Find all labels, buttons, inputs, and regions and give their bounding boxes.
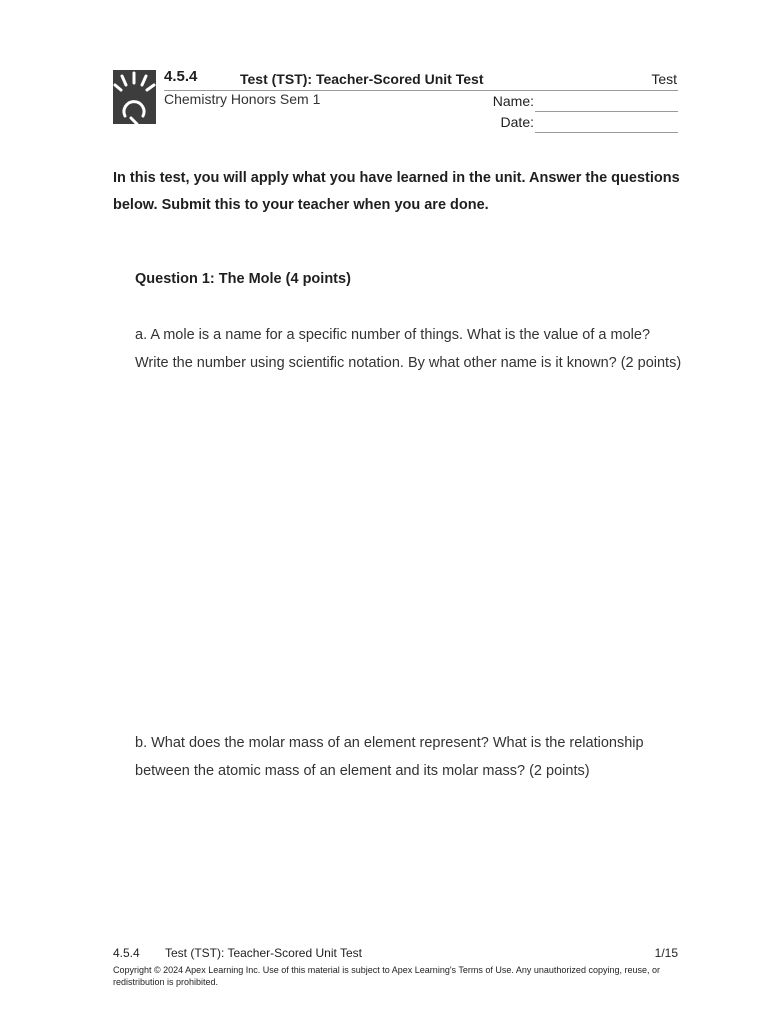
question-1b-text: b. What does the molar mass of an element represent? What is the relationship between the atomic mass of an element and its molar mass? (2 points) [135, 735, 644, 779]
apex-learning-logo-icon [113, 70, 156, 124]
question-1-heading: Question 1: The Mole (4 points) [135, 271, 351, 287]
date-field[interactable] [535, 132, 678, 133]
footer-lesson-number: 4.5.4 [113, 946, 140, 960]
course-name: Chemistry Honors Sem 1 [164, 91, 321, 107]
document-type: Test [651, 71, 677, 87]
page-number: 1/15 [654, 946, 678, 960]
footer-title: Test (TST): Teacher-Scored Unit Test [165, 946, 362, 960]
name-field[interactable] [535, 111, 678, 112]
question-1a-text: a. A mole is a name for a specific number of things. What is the value of a mole? Write the number using scientific notation. By what other name is it known? (2 points) [135, 327, 682, 371]
copyright-notice: Copyright © 2024 Apex Learning Inc. Use of this material is subject to Apex Learning's Terms of Use. Any unauthorized copying, reuse, or redistribution is prohibited. [113, 965, 660, 987]
name-label: Name: [492, 93, 534, 109]
date-label: Date: [500, 114, 534, 130]
test-instructions: In this test, you will apply what you have learned in the unit. Answer the questions below. Submit this to your teacher when you are done. [113, 170, 680, 213]
document-title: Test (TST): Teacher-Scored Unit Test [240, 71, 484, 87]
lesson-number: 4.5.4 [164, 68, 198, 85]
